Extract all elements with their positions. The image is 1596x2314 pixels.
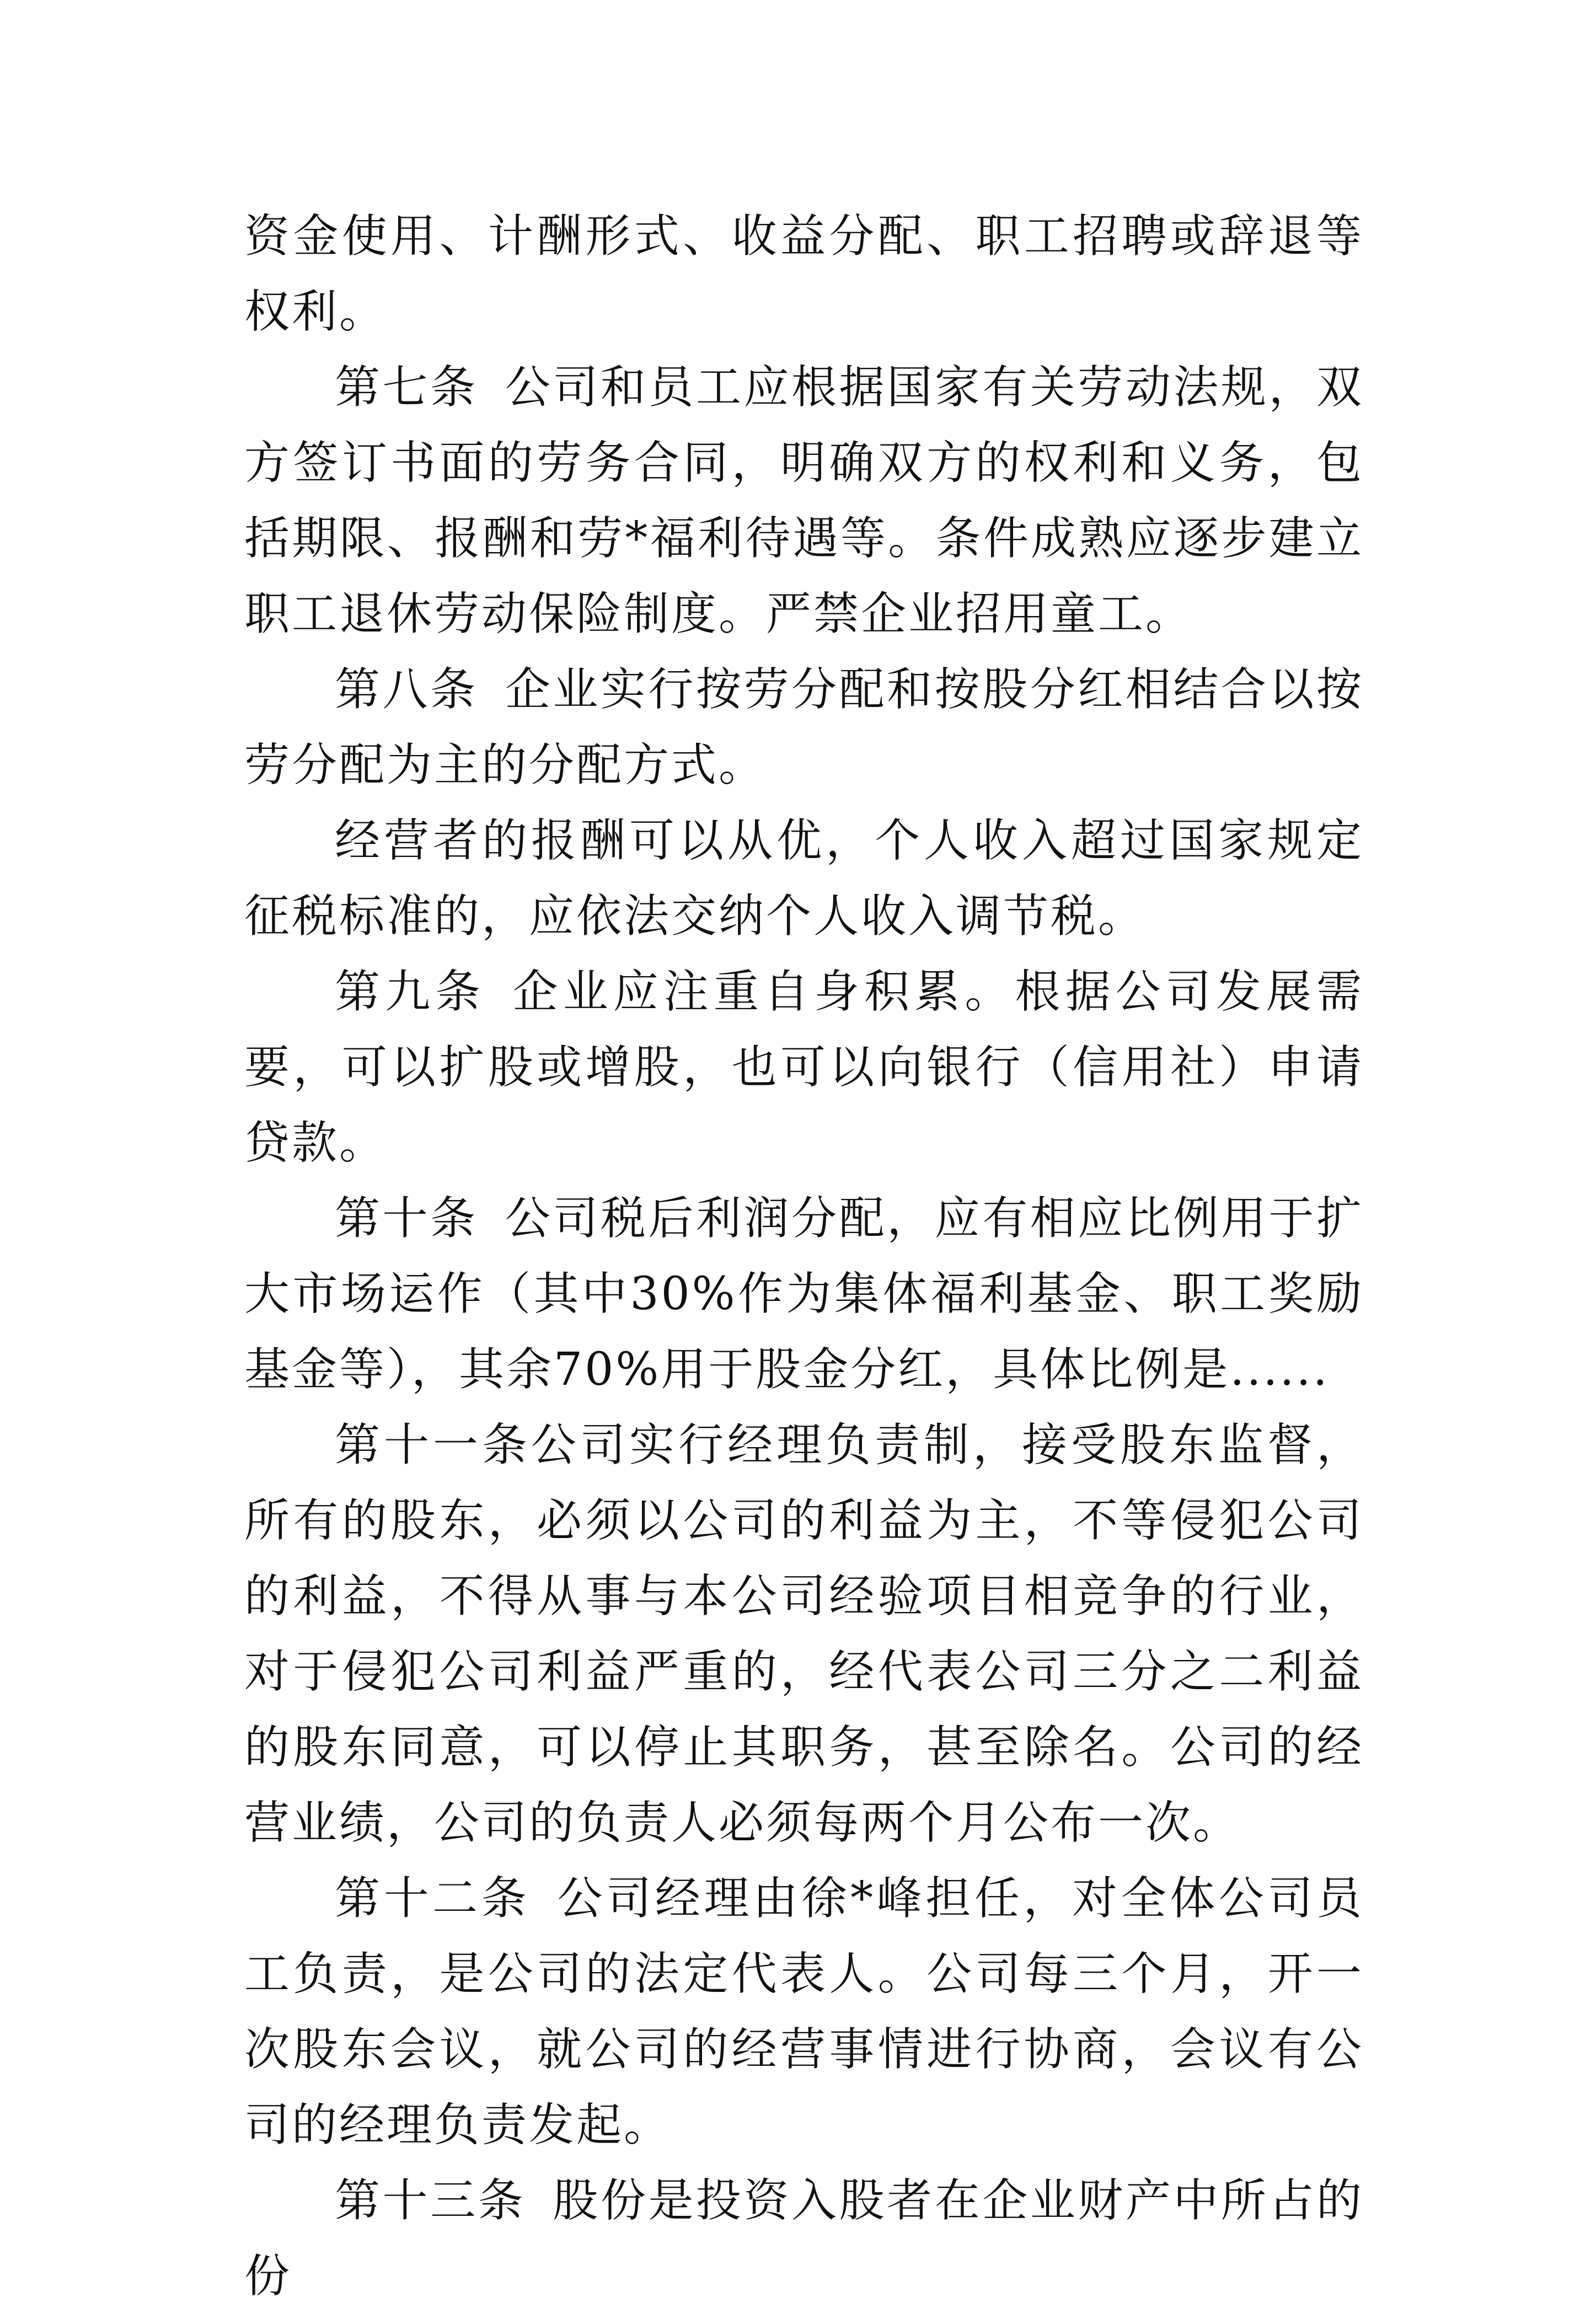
paragraph-text: 股份是投资入股者在企业财产中所占的份 (244, 2174, 1364, 2302)
article-9 (244, 954, 1364, 1181)
paragraph-continuation (244, 199, 1364, 350)
paragraph-text: 企业应注重自身积累。根据公司发展需要，可以扩股或增股，也可以向银行（信用社）申请贷款。 (244, 966, 1364, 1169)
article-11 (244, 1407, 1364, 1861)
article-12 (244, 1861, 1364, 2163)
article-heading: 第九条 (335, 966, 486, 1018)
paragraph-text: 公司和员工应根据国家有关劳动法规，双方签订书面的劳务合同，明确双方的权利和义务，包括期限、报酬和劳*福利待遇等。条件成熟应逐步建立职工退休劳动保险制度。严禁企业招用童工。 (244, 361, 1364, 640)
article-8-remuneration (244, 803, 1364, 954)
article-10 (244, 1181, 1364, 1407)
paragraph-text: 经营者的报酬可以从优，个人收入超过国家规定征税标准的，应依法交纳个人收入调节税。 (244, 815, 1364, 942)
paragraph-text: 资金使用、计酬形式、收益分配、职工招聘或辞退等权利。 (244, 210, 1364, 338)
article-heading: 第八条 (335, 663, 478, 716)
article-heading: 第七条 (335, 361, 478, 414)
paragraph-text: 公司税后利润分配，应有相应比例用于扩大市场运作（其中30%作为集体福利基金、职工奖励基金等），其余70%用于股金分红，具体比例是...... (244, 1192, 1364, 1396)
article-8 (244, 652, 1364, 803)
document-body (244, 199, 1364, 2314)
paragraph-text: 企业实行按劳分配和按股分红相结合以按劳分配为主的分配方式。 (244, 663, 1364, 791)
article-7 (244, 350, 1364, 652)
paragraph-text: 第十一条公司实行经理负责制，接受股东监督，所有的股东，必须以公司的利益为主，不等侵犯公司的利益，不得从事与本公司经验项目相竞争的行业，对于侵犯公司利益严重的，经代表公司三分之二利益的股东同意，可以停止其职务，甚至除名。公司的经营业绩，公司的负责人必须每两个月公布一次。 (244, 1419, 1364, 1849)
article-heading: 第十三条 (335, 2174, 526, 2227)
article-heading: 第十二条 (335, 1872, 531, 1925)
paragraph-text: 公司经理由徐*峰担任，对全体公司员工负责，是公司的法定代表人。公司每三个月，开一次股东会议，就公司的经营事情进行协商，会议有公司的经理负责发起。 (244, 1872, 1364, 2151)
article-heading: 第十条 (335, 1192, 478, 1245)
article-13 (244, 2163, 1364, 2314)
